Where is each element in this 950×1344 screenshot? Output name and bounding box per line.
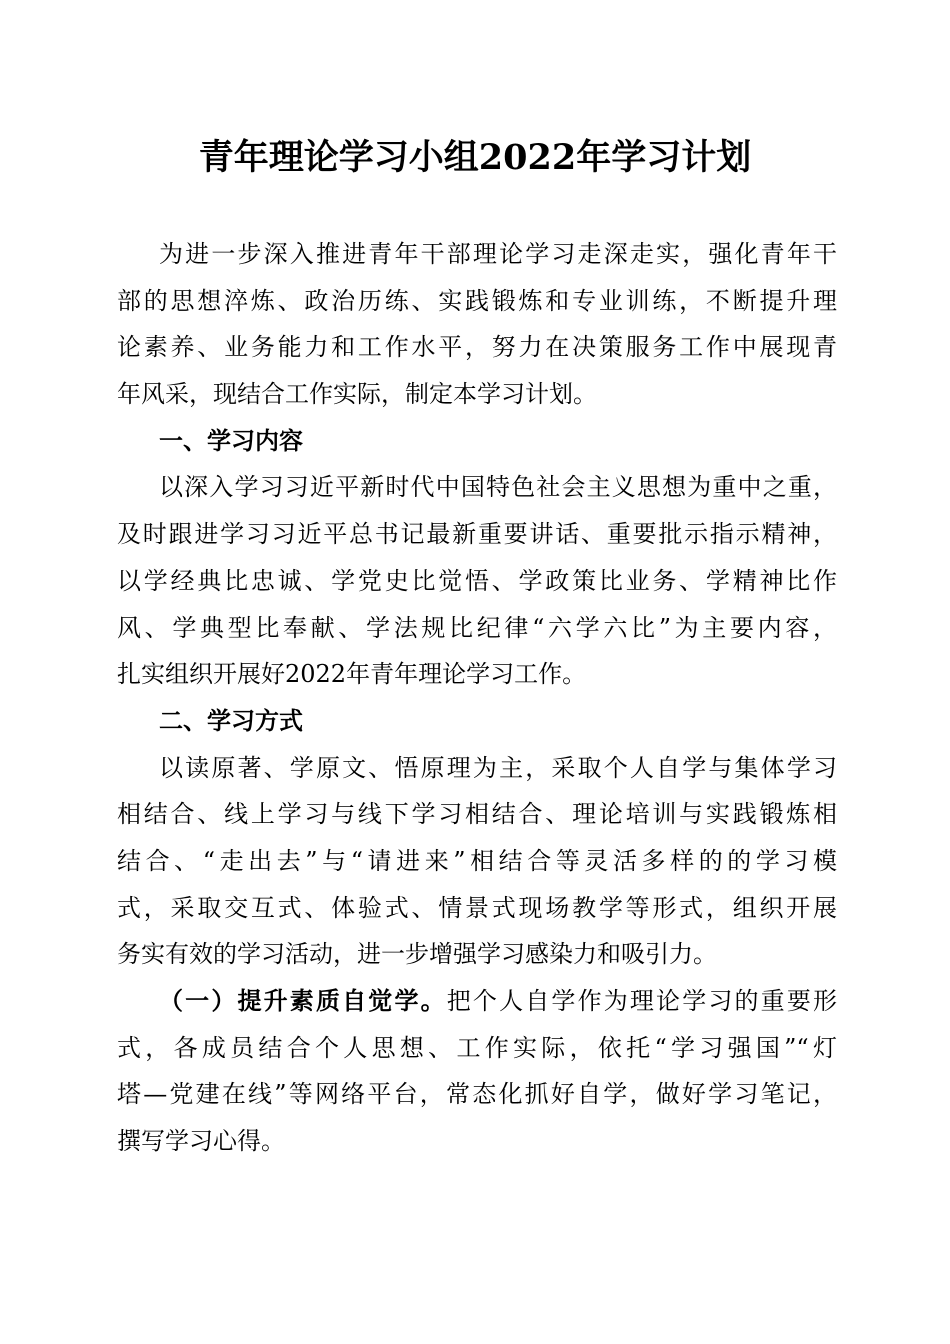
section2-line: 相结合、线上学习与线下学习相结合、理论培训与实践锻炼相	[117, 800, 837, 829]
section2-line: 务实有效的学习活动，进一步增强学习感染力和吸引力。	[117, 940, 717, 969]
intro-line: 部的思想淬炼、政治历练、实践锻炼和专业训练，不断提升理	[117, 286, 837, 315]
subsection1-first-text: 把个人自学作为理论学习的重要形	[446, 987, 838, 1015]
subsection1-line: 塔—党建在线”等网络平台，常态化抓好自学，做好学习笔记，	[117, 1080, 837, 1109]
intro-line: 论素养、业务能力和工作水平，努力在决策服务工作中展现青	[117, 333, 837, 362]
section1-line: 风、学典型比奉献、学法规比纪律“六学六比”为主要内容，	[117, 613, 837, 642]
section-heading-method: 二、学习方式	[159, 706, 303, 735]
document-body	[117, 231, 837, 1165]
section2-line: 式，采取交互式、体验式、情景式现场教学等形式，组织开展	[117, 893, 837, 922]
document-title: 青年理论学习小组2022年学习计划	[198, 137, 752, 178]
section1-line: 及时跟进学习习近平总书记最新重要讲话、重要批示指示精神，	[117, 520, 837, 549]
section1-line: 扎实组织开展好2022年青年理论学习工作。	[117, 660, 587, 689]
section1-line: 以学经典比忠诚、学党史比觉悟、学政策比业务、学精神比作	[117, 566, 837, 595]
intro-line: 年风采，现结合工作实际，制定本学习计划。	[117, 380, 597, 409]
subsection1-first-line	[117, 978, 837, 1025]
subsection1-line: 撰写学习心得。	[117, 1127, 285, 1156]
section2-line: 结合、“走出去”与“请进来”相结合等灵活多样的的学习模	[117, 846, 837, 875]
subsection1-line: 式，各成员结合个人思想、工作实际，依托“学习强国”“灯	[117, 1033, 837, 1062]
intro-line: 为进一步深入推进青年干部理论学习走深走实，强化青年干	[159, 240, 837, 268]
section-heading-content: 一、学习内容	[159, 426, 303, 455]
subsection1-lead: （一）提升素质自觉学。	[159, 986, 447, 1015]
section2-line: 以读原著、学原文、悟原理为主，采取个人自学与集体学习	[159, 753, 837, 782]
section1-line: 以深入学习习近平新时代中国特色社会主义思想为重中之重，	[159, 473, 837, 502]
